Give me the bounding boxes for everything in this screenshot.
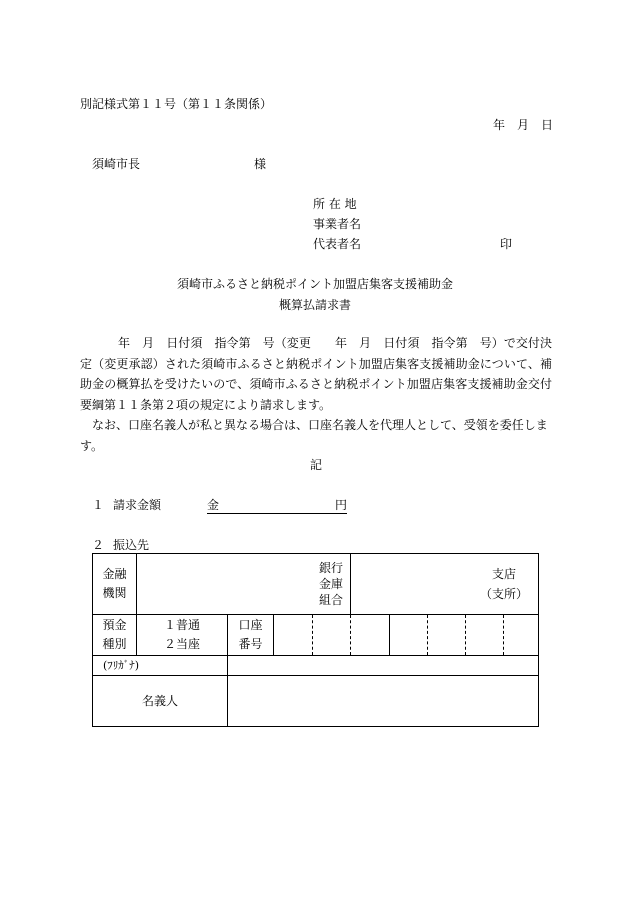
ki-heading: 記 (310, 458, 323, 472)
deposit-type-options[interactable]: １普通 ２当座 (137, 615, 228, 656)
address-label: 所 在 地 (313, 197, 357, 211)
bank-account-table (92, 553, 539, 727)
furigana-label: (ﾌﾘｶﾞﾅ) (93, 656, 228, 676)
item1-label: 請求金額 (113, 498, 162, 512)
branch-name-field[interactable] (351, 554, 539, 615)
account-number-label: 口座 番号 (228, 615, 274, 656)
delegation-paragraph: なお、口座名義人が私と異なる場合は、口座名義人を代理人として、受領を委任します。 (80, 418, 548, 453)
amount-field[interactable] (207, 497, 347, 514)
form-number: 別記様式第１１号（第１１条関係） (80, 97, 273, 111)
institution-label: 金融 機関 (93, 554, 137, 615)
account-digit-box[interactable] (466, 615, 504, 656)
representative-label: 代表者名 (313, 237, 362, 251)
seal-mark: 印 (500, 237, 513, 251)
bank-types: 銀行 金庫 組合 (318, 561, 343, 607)
addressee-name: 須崎市長 (92, 157, 141, 171)
account-digit-box[interactable] (390, 615, 428, 656)
item2-number: ２ (92, 538, 105, 552)
item1-number: １ (92, 498, 105, 512)
deposit-type-label: 預金 種別 (93, 615, 137, 656)
item2-label: 振込先 (113, 538, 150, 552)
account-digit-box[interactable] (428, 615, 466, 656)
holder-label: 名義人 (93, 676, 228, 727)
document-subtitle: 概算払請求書 (278, 298, 351, 312)
branch-types: 支店 （支所） (480, 567, 529, 601)
addressee-honorific: 様 (254, 157, 267, 171)
document-title: 須崎市ふるさと納税ポイント加盟店集客支援補助金 (176, 277, 453, 291)
account-digit-box[interactable] (351, 615, 390, 656)
account-digit-box[interactable] (274, 615, 313, 656)
amount-suffix: 円 (334, 498, 347, 512)
amount-prefix: 金 (207, 498, 220, 512)
account-digit-box[interactable] (313, 615, 351, 656)
request-paragraph: 年 月 日付須 指令第 号（変更 年 月 日付須 指令第 号）で交付決定（変更承認）された須崎市ふるさと納税ポイント加盟店集客支援補助金について、補助金の概算払を受けたいので、須崎市ふるさと納税ポイント加盟店集客支援補助金交付要綱第１１条第２項の規定により請求します。 (80, 336, 552, 412)
bank-name-field[interactable] (137, 554, 351, 615)
holder-name-field[interactable] (228, 676, 539, 727)
furigana-field[interactable] (228, 656, 539, 676)
business-name-label: 事業者名 (313, 217, 362, 231)
date-line: 年 月 日 (493, 118, 554, 132)
request-body (80, 333, 552, 457)
account-digit-box[interactable] (504, 615, 539, 656)
